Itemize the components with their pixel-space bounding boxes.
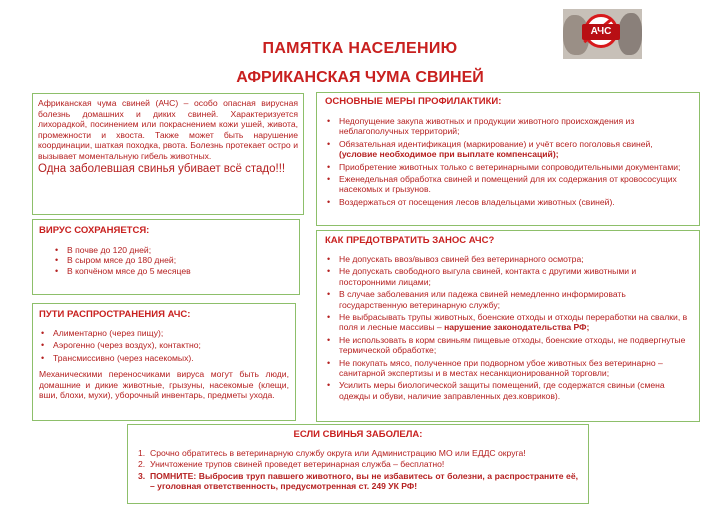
- prevention-heading: ОСНОВНЫЕ МЕРЫ ПРОФИЛАКТИКИ:: [325, 96, 502, 107]
- list-item: • Трансмиссивно (через насекомых).: [39, 353, 289, 363]
- intro-text: Африканская чума свиней (АЧС) – особо опасная вирусная болезнь домашних и диких свиней. Характеризуется лихорадкой, посинением или покраснением кожи ушей, живота, промежности и хвоста. Также может быть нарушение координации, шаткая походка, рвота. Болезнь протекает остро и вызывает моментальную гибель животных.: [38, 98, 298, 161]
- list-item: • Воздержаться от посещения лесов владельцами животных (свиней).: [325, 197, 693, 207]
- list-item: • В почве до 120 дней;: [53, 245, 293, 255]
- avoid-list: [325, 254, 693, 401]
- virus-list: [39, 245, 293, 276]
- list-item: • Не допускать ввоз/вывоз свиней без ветеринарного осмотра;: [325, 254, 693, 264]
- list-item: • Алиментарно (через пищу);: [39, 328, 289, 338]
- list-item: • Еженедельная обработка свиней и помещений для их содержания от кровососущих насекомых и грызунов.: [325, 174, 693, 195]
- list-item: • Усилить меры биологической защиты помещений, где содержатся свиньи (смена одежды и обуви, наличие заправленных дез.ковриков).: [325, 380, 693, 401]
- list-item: 1. Срочно обратитесь в ветеринарную службу округа или Администрацию МО или ЕДДС округа!: [138, 448, 526, 458]
- list-item: • В случае заболевания или падежа свиней немедленно информировать государственную ветеринарную службу;: [325, 289, 693, 310]
- routes-box: [32, 303, 296, 421]
- routes-heading: ПУТИ РАСПРОСТРАНЕНИЯ АЧС:: [39, 309, 191, 320]
- page-subtitle: АФРИКАНСКАЯ ЧУМА СВИНЕЙ: [236, 69, 484, 86]
- sick-heading: ЕСЛИ СВИНЬЯ ЗАБОЛЕЛА:: [293, 429, 423, 440]
- law-violation-note: нарушение законодательства РФ;: [444, 322, 590, 333]
- list-item: • Не допускать свободного выгула свиней, контакта с другими животными и посторонними лицами;: [325, 266, 693, 287]
- routes-note: Механическими переносчиками вируса могут быть люди, домашние и дикие животные, грызуны, насекомые (клещи, вши, блохи, мухи), уборочный инвентарь, предметы ухода.: [39, 369, 289, 401]
- list-item: 3. ПОМНИТЕ: Выбросив труп павшего животного, вы не избавитесь от болезни, а распространите её, – уголовная ответственность, предусмотренная ст. 249 УК РФ!: [138, 470, 578, 492]
- compensation-note: (условие необходимое при выплате компенсаций);: [339, 149, 559, 160]
- routes-list: [39, 328, 289, 363]
- intro-emphasis: Одна заболевшая свинья убивает всё стадо!!!: [38, 163, 286, 175]
- list-item: • Не выбрасывать трупы животных, боенские отходы и отходы переработки на свалки, в поля и лесные массивы – нарушение законодательства РФ;: [325, 312, 693, 333]
- list-item: • Не использовать в корм свиньям пищевые отходы, боенские отходы, не подвергнутые термической обработке;: [325, 335, 693, 356]
- intro-box: [32, 93, 304, 215]
- avoid-box: [316, 230, 700, 422]
- prevention-box: [316, 92, 700, 226]
- page-title: ПАМЯТКА НАСЕЛЕНИЮ: [262, 40, 458, 57]
- sick-box: [127, 424, 589, 504]
- prevention-list: [325, 116, 693, 207]
- virus-box: [32, 219, 300, 295]
- list-item: 2. Уничтожение трупов свиней проведет ветеринарная служба – бесплатно!: [138, 459, 445, 470]
- logo-badge: АЧС: [582, 24, 620, 40]
- list-item: • В сыром мясе до 180 дней;: [53, 255, 293, 265]
- list-item: • Обязательная идентификация (маркирование) и учёт всего поголовья свиней, (условие необходимое при выплате компенсаций);: [325, 139, 693, 160]
- list-item: • Приобретение животных только с ветеринарными сопроводительными документами;: [325, 162, 693, 172]
- list-item: • В копчёном мясе до 5 месяцев: [53, 266, 293, 276]
- list-item: • Недопущение закупа животных и продукции животного происхождения из неблагополучных территорий;: [325, 116, 693, 137]
- list-item: • Не покупать мясо, полученное при подворном убое животных без ветеринарно – санитарной экспертизы и в местах несанкционированной торговли;: [325, 358, 693, 379]
- avoid-heading: КАК ПРЕДОТВРАТИТЬ ЗАНОС АЧС?: [325, 235, 495, 246]
- list-item: • Аэрогенно (через воздух), контактно;: [39, 340, 289, 350]
- sick-list: [138, 448, 578, 492]
- virus-heading: ВИРУС СОХРАНЯЕТСЯ:: [39, 225, 150, 236]
